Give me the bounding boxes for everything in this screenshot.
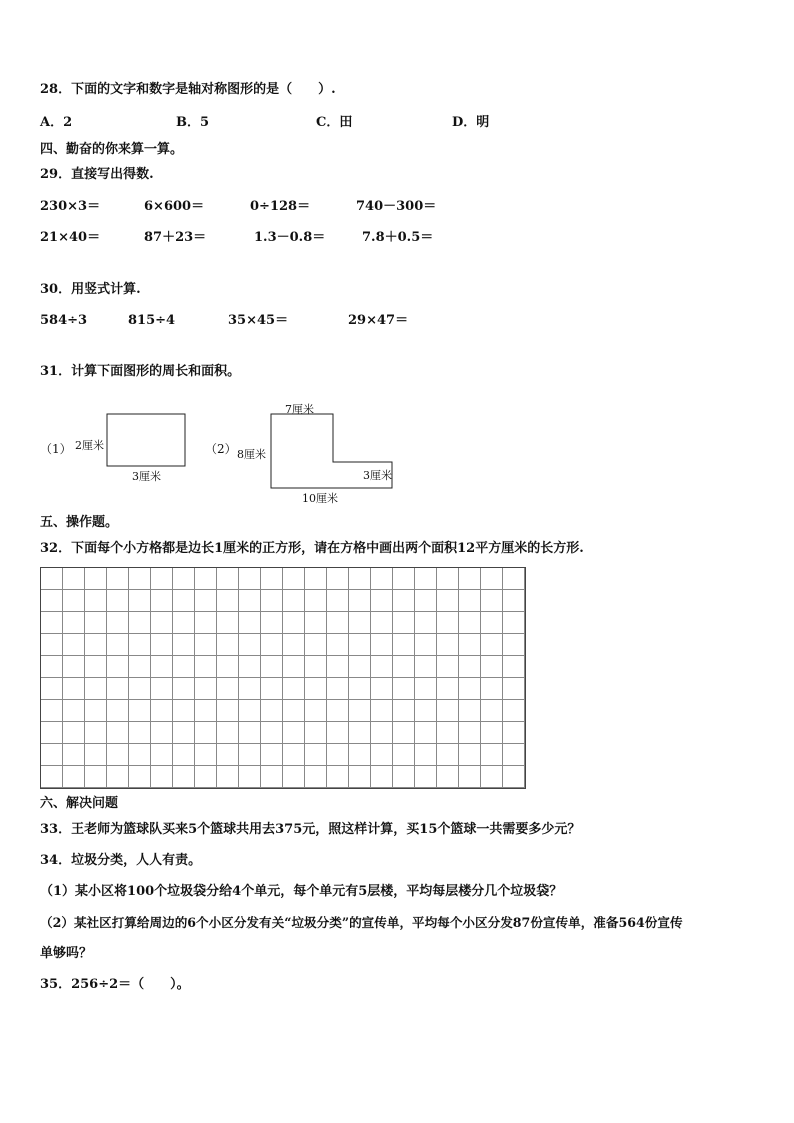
fig2-bottom-label: 10厘米 bbox=[302, 492, 338, 505]
q31-fig2-label: （2） bbox=[205, 442, 237, 456]
q29-r2-item3: 1.3－0.8＝ bbox=[254, 230, 326, 245]
q32-stem: 32．下面每个小方格都是边长1厘米的正方形，请在方格中画出两个面积12平方厘米的长方形. bbox=[40, 541, 584, 556]
q31-stem: 31．计算下面图形的周长和面积。 bbox=[40, 364, 241, 379]
fig2-left-label: 8厘米 bbox=[237, 448, 266, 461]
fig2-step-label: 3厘米 bbox=[363, 469, 392, 482]
q28-option-c: C．田 bbox=[316, 115, 353, 130]
q28-option-b: B．5 bbox=[176, 115, 210, 130]
q29-r1-item3: 0÷128＝ bbox=[250, 199, 311, 214]
square-grid[interactable] bbox=[40, 567, 526, 789]
section4-title: 四、勤奋的你来算一算。 bbox=[40, 142, 184, 157]
q29-r1-item1: 230×3＝ bbox=[40, 199, 101, 214]
q30-item3: 35×45＝ bbox=[228, 313, 289, 328]
section5-title: 五、操作题。 bbox=[40, 515, 119, 530]
q29-r2-item1: 21×40＝ bbox=[40, 230, 101, 245]
q29-r2-item2: 87＋23＝ bbox=[144, 230, 207, 245]
q29-r1-item2: 6×600＝ bbox=[144, 199, 205, 214]
q29-r1-item4: 740－300＝ bbox=[356, 199, 437, 214]
q30-stem: 30．用竖式计算. bbox=[40, 282, 141, 297]
fig1-rectangle bbox=[107, 414, 185, 466]
fig1-bottom-label: 3厘米 bbox=[132, 470, 161, 483]
q34-sub2-line1: （2）某社区打算给周边的6个小区分发有关“垃圾分类”的宣传单，平均每个小区分发87份宣传单，准备564份宣传 bbox=[40, 915, 683, 930]
q29-r2-item4: 7.8＋0.5＝ bbox=[362, 230, 434, 245]
fig2-top-label: 7厘米 bbox=[285, 403, 314, 416]
q28-option-a: A．2 bbox=[40, 115, 73, 130]
q34-sub1: （1）某小区将100个垃圾袋分给4个单元，每个单元有5层楼，平均每层楼分几个垃圾袋？ bbox=[40, 884, 563, 899]
q35-stem: 35．256÷2＝（ ）。 bbox=[40, 977, 190, 992]
q34-sub2-line2: 单够吗？ bbox=[40, 946, 93, 961]
q28-option-d: D．明 bbox=[452, 115, 490, 130]
q30-item2: 815÷4 bbox=[128, 313, 176, 328]
fig1-side-label: 2厘米 bbox=[75, 439, 104, 452]
q33-stem: 33．王老师为篮球队买来5个篮球共用去375元，照这样计算，买15个篮球一共需要多少元？ bbox=[40, 822, 581, 837]
q31-fig1-label: （1） bbox=[40, 442, 72, 456]
q34-stem: 34．垃圾分类，人人有责。 bbox=[40, 853, 202, 868]
q30-item4: 29×47＝ bbox=[348, 313, 409, 328]
section6-title: 六、解决问题 bbox=[40, 796, 119, 811]
q29-stem: 29．直接写出得数. bbox=[40, 167, 154, 182]
q28-stem: 28．下面的文字和数字是轴对称图形的是（ ）. bbox=[40, 82, 336, 97]
q30-item1: 584÷3 bbox=[40, 313, 88, 328]
